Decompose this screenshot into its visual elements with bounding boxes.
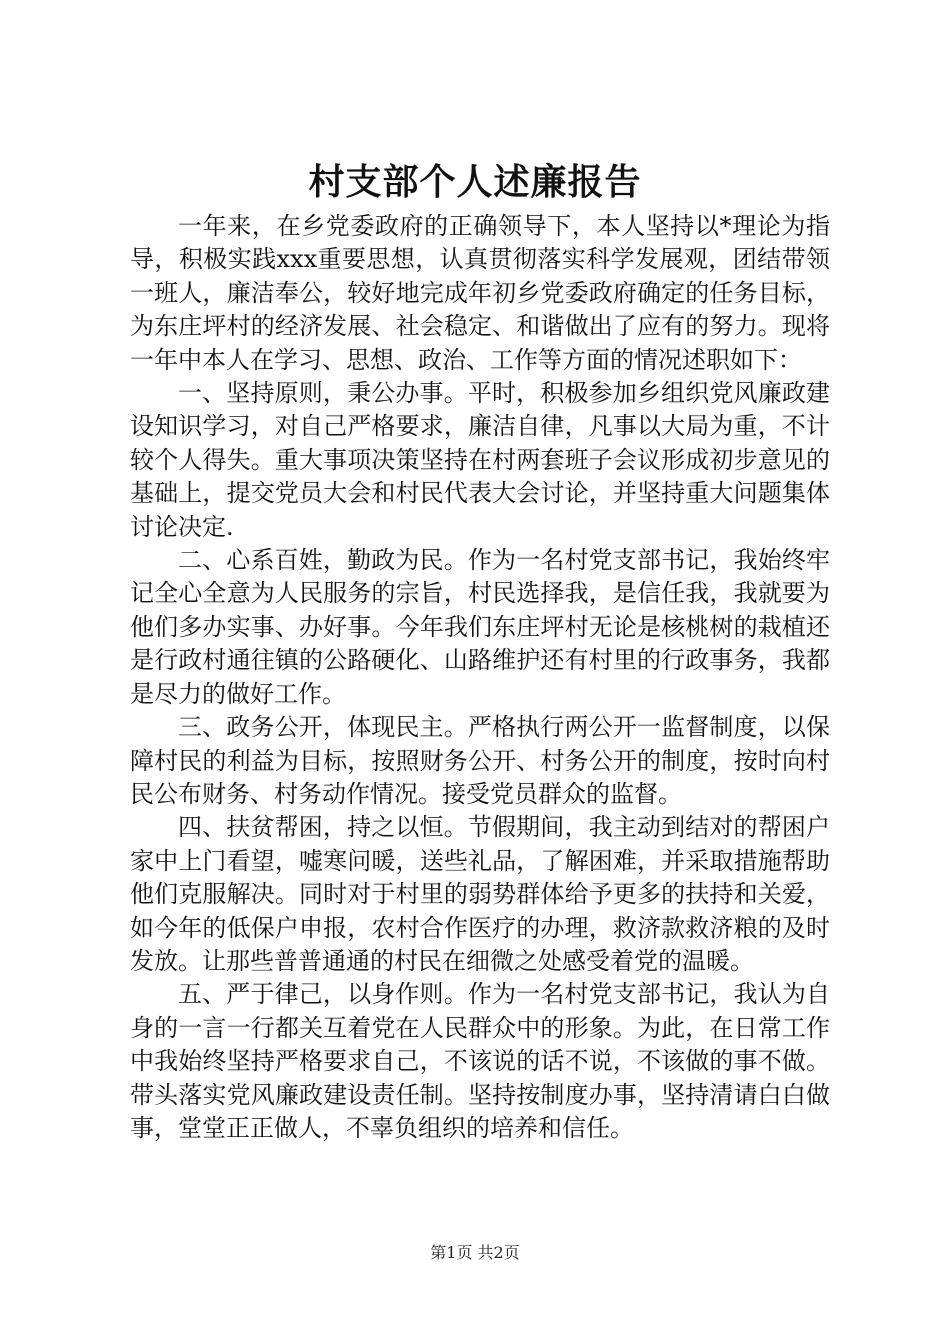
paragraph-intro: 一年来，在乡党委政府的正确领导下，本人坚持以*理论为指导，积极实践xxx重要思想，认真贯彻落实科学发展观，团结带领一班人，廉洁奉公，较好地完成年初乡党委政府确定的任务目标，为东庄坪村的经济发展、社会稳定、和谐做出了应有的努力。现将一年中本人在学习、思想、政治、工作等方面的情况述职如下：	[130, 212, 830, 374]
paragraph-section-5: 五、严于律己，以身作则。作为一名村党支部书记，我认为自身的一言一行都关互着党在人民群众中的形象。为此，在日常工作中我始终坚持严格要求自己，不该说的话不说，不该做的事不做。带头落实党风廉政建设责任制。坚持按制度办事，坚持清请白白做事，堂堂正正做人，不辜负组织的培养和信任。	[130, 980, 830, 1142]
paragraph-section-4: 四、扶贫帮困，持之以恒。节假期间，我主动到结对的帮困户家中上门看望，嘘寒问暖，送些礼品，了解困难，并采取措施帮助他们克服解决。同时对于村里的弱势群体给予更多的扶持和关爱，如今年的低保户申报，农村合作医疗的办理，救济款救济粮的及时发放。让那些普普通通的村民在细微之处感受着党的温暖。	[130, 813, 830, 975]
paragraph-section-3: 三、政务公开，体现民主。严格执行两公开一监督制度，以保障村民的利益为目标，按照财务公开、村务公开的制度，按时向村民公布财务、村务动作情况。接受党员群众的监督。	[130, 713, 830, 808]
page-number: 第1页 共2页	[430, 1243, 520, 1262]
paragraph-section-1: 一、坚持原则，秉公办事。平时，积极参加乡组织党风廉政建设知识学习，对自己严格要求，廉洁自律，凡事以大局为重，不计较个人得失。重大事项决策坚持在村两套班子会议形成初步意见的基础上，提交党员大会和村民代表大会讨论，并坚持重大问题集体讨论决定.	[130, 379, 830, 541]
document-body	[130, 210, 830, 1145]
paragraph-section-2: 二、心系百姓，勤政为民。作为一名村党支部书记，我始终牢记全心全意为人民服务的宗旨，村民选择我，是信任我，我就要为他们多办实事、办好事。今年我们东庄坪村无论是核桃树的栽植还是行政村通往镇的公路硬化、山路维护还有村里的行政事务，我都是尽力的做好工作。	[130, 546, 830, 708]
document-title: 村支部个人述廉报告	[308, 161, 642, 203]
